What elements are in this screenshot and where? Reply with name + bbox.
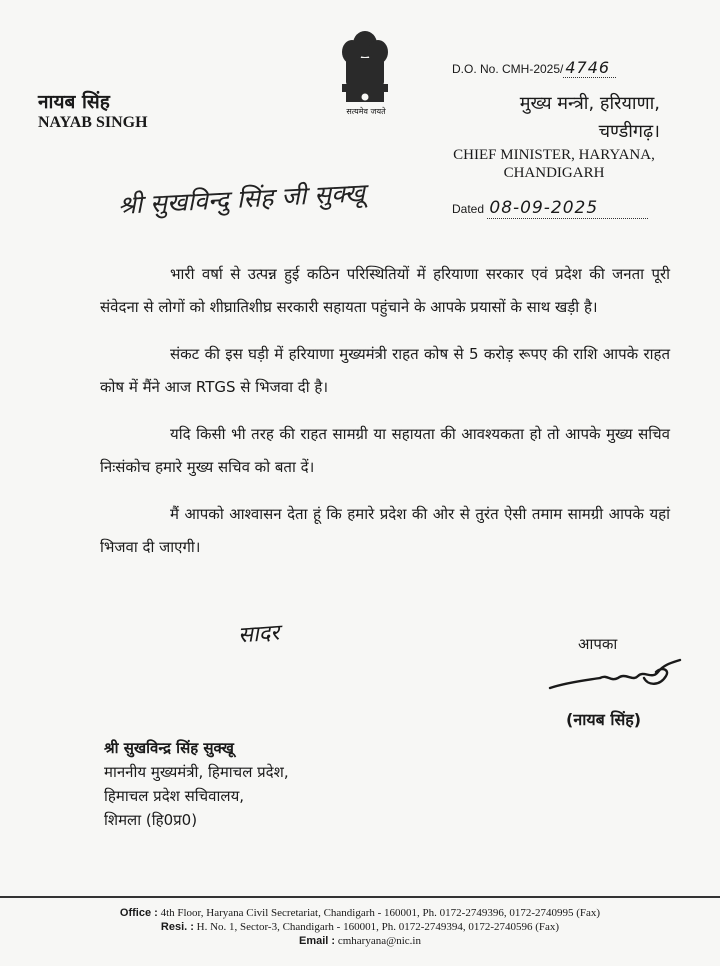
handwritten-note: सादर [237, 620, 281, 649]
footer [0, 906, 720, 948]
recipient-line-1: माननीय मुख्यमंत्री, हिमाचल प्रदेश, [104, 763, 289, 781]
sender-name-hindi: नायब सिंह [38, 91, 110, 113]
dated-value: 08-09-2025 [487, 198, 648, 219]
designation-hindi-line1: मुख्य मन्त्री, हरियाणा, [519, 93, 660, 114]
designation-english-line1: CHIEF MINISTER, HARYANA, [453, 147, 655, 163]
signatory-name: (नायब सिंह) [566, 710, 642, 729]
recipient-address [104, 736, 289, 832]
recipient-name: श्री सुखविन्द्र सिंह सुक्खू [104, 739, 234, 757]
designation-english-line2: CHANDIGARH [503, 165, 605, 181]
designation-hindi-line2: चण्डीगढ़। [598, 121, 660, 142]
letter-body [100, 258, 670, 578]
paragraph-3: यदि किसी भी तरह की राहत सामग्री या सहायता की आवश्यकता हो तो आपके मुख्य सचिव निःसंकोच हमारे मुख्य सचिव को बता दें। [100, 425, 670, 476]
handwritten-salutation: श्री सुखविन्दु सिंह जी सुक्खू [117, 178, 366, 220]
footer-residence: Resi. : H. No. 1, Sector-3, Chandigarh - 160001, Ph. 0172-2749394, 0172-2740596 (Fax) [160, 921, 560, 933]
do-number-value: 4746 [563, 58, 616, 78]
closing-yours: आपका [578, 635, 618, 653]
paragraph-1: भारी वर्षा से उत्पन्न हुई कठिन परिस्थितियों में हरियाणा सरकार एवं प्रदेश की जनता पूरी संवेदना से लोगों को शीघ्रातिशीघ्र सरकारी सहायता पहुंचाने के आपके प्रयासों के साथ खड़ी है। [100, 265, 670, 316]
paragraph-2: संकट की इस घड़ी में हरियाणा मुख्यमंत्री राहत कोष से 5 करोड़ रूपए की राशि आपके राहत कोष में मैंने आज RTGS से भिजवा दी है। [100, 345, 670, 396]
designation-english [424, 146, 684, 182]
footer-divider [0, 896, 720, 898]
do-number [452, 58, 616, 77]
date-line [452, 198, 648, 218]
footer-office: Office : 4th Floor, Haryana Civil Secretariat, Chandigarh - 160001, Ph. 0172-2749396, 0172-2740995 (Fax) [119, 907, 601, 919]
recipient-line-2: हिमाचल प्रदेश सचिवालय, [104, 787, 245, 805]
emblem-motto: सत्यमेव जयते [346, 107, 386, 116]
sender-name-english: NAYAB SINGH [38, 114, 148, 131]
signature-icon [548, 652, 688, 697]
dated-label: Dated [452, 202, 485, 216]
do-number-label: D.O. No. CMH-2025/ [452, 62, 564, 76]
recipient-line-3: शिमला (हि0प्र0) [104, 811, 198, 829]
designation-hindi [420, 90, 660, 146]
footer-email: Email : cmharyana@nic.in [299, 935, 421, 947]
paragraph-4: मैं आपको आश्वासन देता हूं कि हमारे प्रदेश की ओर से तुरंत ऐसी तमाम सामग्री आपके यहां भिजवा दी जाएगी। [100, 505, 670, 556]
